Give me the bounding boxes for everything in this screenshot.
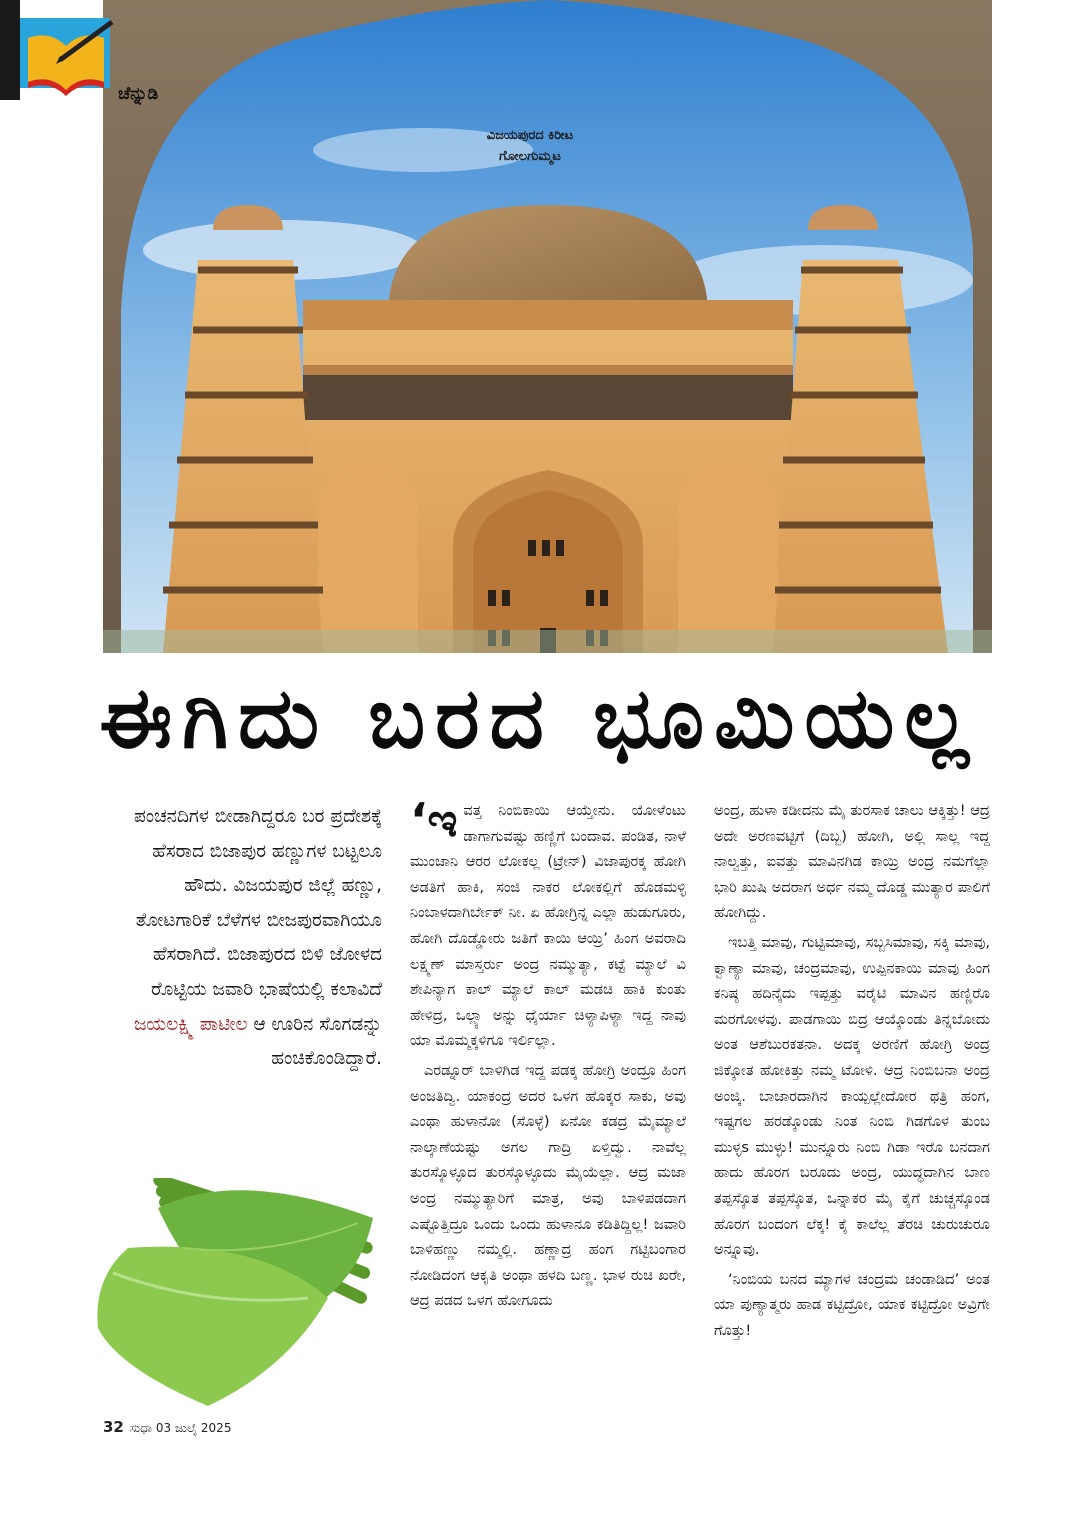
intro-text-end: ಆ ಊರಿನ ಸೊಗಡನ್ನು ಹಂಚಿಕೊಂಡಿದ್ದಾರೆ. <box>247 1013 382 1070</box>
page-number: 32 <box>103 1418 124 1436</box>
article-headline: ಈಗಿದು ಬರದ ಭೂಮಿಯಲ್ಲ <box>99 669 979 767</box>
paragraph <box>410 793 686 1054</box>
paragraph: ‘ನಿಂಬಿಯ ಬನದ ಮ್ಯಾಗಳ ಚಂದ್ರಮ ಚಂಡಾಡಿದ’ ಅಂತ ಯಾ ಪುಣ್ಯಾತ್ಮರು ಹಾಡ ಕಟ್ಟಿದ್ರೋ, ಯಾಕ ಕಟ್ಟಿದ್ರೋ ಅವ್ರಿಗೇ ಗೊತ್ತು! <box>714 1270 990 1339</box>
intro-blurb <box>112 800 382 1077</box>
publication-date: ಸುಧಾ 03 ಜುಲೈ 2025 <box>129 1421 232 1435</box>
photo-caption: ವಿಜಯಪುರದ ಕಿರೀಟ ಗೋಲಗುಮ್ಮಟ <box>486 128 574 164</box>
book-and-pen-icon <box>20 0 114 100</box>
article-column-2 <box>714 798 990 1347</box>
author-name: ಜಯಲಕ್ಷ್ಮಿ ಪಾಟೀಲ <box>133 1013 248 1035</box>
intro-text: ಪಂಚನದಿಗಳ ಬೀಡಾಗಿದ್ದರೂ ಬರ ಪ್ರದೇಶಕ್ಕೆ ಹೆಸರಾದ ಬಿಜಾಪುರ ಹಣ್ಣುಗಳ ಬಟ್ಟಲೂ ಹೌದು. ವಿಜಯಪುರ ಜಿಲ್ಲೆ ಹಣ್ಣು, ತೋಟಗಾರಿಕೆ ಬೆಳೆಗಳ ಬೀಜಪುರವಾಗಿಯೂ ಹೆಸರಾಗಿದೆ. ಬಿಜಾಪುರದ ಬಿಳಿ ಜೋಳದ ರೊಟ್ಟಿಯ ಜವಾರಿ ಭಾಷೆಯಲ್ಲಿ ಕಲಾವಿದೆ <box>133 806 382 1000</box>
left-edge-strip <box>0 0 20 100</box>
page-footer <box>103 1418 231 1436</box>
section-label: ಚೆನ್ನುಡಿ <box>118 84 159 104</box>
betel-leaves-icon <box>88 1178 390 1414</box>
paragraph: ಅಂದ್ರ, ಹುಳಾ ಕಡೀದನು ಮೈ ತುರಸಾಕ ಚಾಲು ಆಕ್ಕಿತ್ತು! ಆದ್ರ ಅದೇ ಅರಣವಟ್ಟಿಗೆ (ದಿಬ್ಬ) ಹೋಗಿ, ಅಲ್ಲಿ ಸಾಲ್ಲ ಇದ್ದ ನಾಲ್ವತ್ತು, ಐವತ್ತು ಮಾವಿನಗಿಡ ಕಾಯ್ರಿ ಅಂದ್ರ ನಮಗೆಲ್ಲಾ ಭಾರಿ ಖುಷಿ ಅದರಾಗ ಅರ್ಧ ನಮ್ಮ ದೊಡ್ಡ ಮುತ್ಯಾರ ಪಾಲಿಗೆ ಹೋಗಿದ್ದು. <box>714 802 990 922</box>
paragraph: ಇಬತ್ತಿ ಮಾವು, ಗುಟ್ಟಿಮಾವು, ಸಬ್ಬಸಿಮಾವು, ಸಕ್ಕಿ ಮಾವು, ಕ್ವಾಣ್ಯಾ ಮಾವು, ಚಂದ್ರಮಾವು, ಉಪ್ಪಿನಕಾಯಿ ಮಾವು ಹಿಂಗ ಕನಿಷ್ಠ ಹದಿನೈದು ಇಪ್ಪತ್ತು ವರೈಟಿ ಮಾವಿನ ಹಣ್ಣಿರೊ ಮರಗೋಳವು. ಪಾಡಗಾಯಿ ಬಿದ್ರ ಆಯ್ಕೊಂಡು ತಿನ್ನಬೋದು ಅಂತ ಆಶೆಬುರಕತನಾ. ಅದಕ್ಕ ಅರಣಿಗೆ ಹೋಗ್ರಿ ಅಂದ್ರ ಜಿಕ್ಕೋತ ಹೋಕಿತ್ತು ನಮ್ಮ ಟೋಳಿ. ಆದ್ರ ನಿಂಬಿಬನಾ ಅಂದ್ರ ಅಂಜ್ಕಿ. ಬಾಜಾರದಾಗಿನ ಕಾಯ್ಪಲ್ಲೇದೋರ ಥತ್ರಿ ಹಂಗ, ಇಷ್ಟಗಲ ಹರಡ್ಕೊಂಡು ನಿಂತ ನಿಂಬಿ ಗಿಡಗೊಳ ತುಂಬ ಮುಳ್ಳs ಮುಳ್ಳು! ಮುನ್ನೂರು ನಿಂಬಿ ಗಿಡಾ ಇರೊ ಬನದಾಗ ಹಾದು ಹೊರಗ ಬರೂದು ಅಂದ್ರ, ಯುದ್ಧದಾಗಿನ ಬಾಣ ತಪ್ಪಸ್ಕೊತ ತಪ್ಪಸ್ಕೊತ, ಒನ್ನಾಕರ ಮೈ ಕೈಗೆ ಚುಚ್ಚಸ್ಕೊಂಡ ಹೊರಗ ಬಂದಂಗ ಲೆಕ್ಕ! ಕೈ ಕಾಲೆಲ್ಲ ತೆರಚಿ ಚುರುಚುರೂ ಅನ್ನೂವು. <box>714 933 990 1259</box>
paragraph-text: ವತ್ತ ನಿಂಬಿಕಾಯಿ ಆಯ್ತೇನು. ಯೋಳೆಂಟು ಡಾಗಾಗುವಷ್ಟು ಹಣ್ಣಿಗೆ ಬಂದಾವ. ಪಂಡಿತ, ನಾಳೆ ಮುಂಜಾನಿ ಆರರ ಲೋಕಲ್ಲ (ಟ್ರೇನ್) ವಿಜಾಪುರಕ್ಕ ಹೋಗಿ ಅಡತಿಗೆ ಹಾಕಿ, ಸಂಜಿ ನಾಕರ ಲೋಕಲ್ಲಿಗೆ ಹೊಡಮಳ್ಳಿ ನಿಂಬಾಳದಾಗಿರ್ಬೇಕ್ ನೀ. ಏ ಹೋಗ್ರಿನ್ನ ಎಲ್ಲಾ ಹುಡುಗೂರು, ಹೋಗಿ ದೊಡ್ಡೋರು ಜತಿಗೆ ಕಾಯಿ ಆಯ್ರಿ’ ಹಿಂಗ ಅವರಾದಿ ಲಕ್ಷ್ಮಣ್ ಮಾಸ್ತರ್ರು ಅಂದ್ರ ನಮ್ಮುತ್ಯಾ, ಕಟ್ಟೆ ಮ್ಯಾಲೆ ವಿ ಶೇಪಿನ್ಯಾಗ ಕಾಲ್ ಮ್ಯಾಲೆ ಕಾಲ್ ಮಡಚಿ ಹಾಕಿ ಕುಂತು ಹೇಳಿದ್ರ, ಒಲ್ಲ್ಯಾ ಅನ್ನು ಧೈರ್ಯಾ ಚಿಳ್ಯಾಪಿಳ್ಯಾ ಇದ್ದ ನಾವು ಯಾ ಮೊಮ್ಮಕ್ಕಳಿಗೂ ಇರ್ಲಿಲ್ಲಾ. <box>410 802 686 1050</box>
hero-photo <box>103 0 992 653</box>
article-column-1 <box>410 793 686 1318</box>
gol-gumbaz-illustration <box>103 0 992 653</box>
paragraph: ಎರಡ್ನೂರ್ ಬಾಳಿಗಿಡ ಇದ್ದ ಪಡಕ್ಕ ಹೋಗ್ರಿ ಅಂದ್ರೂ ಹಿಂಗ ಅಂಜತಿದ್ವಿ. ಯಾಕಂದ್ರ ಅದರ ಒಳಗ ಹೊಕ್ಕರ ಸಾಕು, ಅವು ಎಂಥಾ ಹುಳಾನೋ (ಸೊಳ್ಳೆ) ಏನೋ ಕಡದ್ರ ಮೈಮ್ಯಾಲೆ ನಾಲ್ಕಾಣೆಯಷ್ಟು ಅಗಲ ಗಾದ್ರಿ ಏಳ್ತಿದ್ವು. ನಾವೆಲ್ಲ ತುರಸ್ಕೊಳ್ಳೂದ ತುರಸ್ಕೊಳ್ಳೂದು ಮೈಯೆಲ್ಲಾ. ಆದ್ರ ಮಜಾ ಅಂದ್ರ ನಮ್ಮುತ್ಯಾರಿಗೆ ಮಾತ್ರ, ಅವು ಬಾಳಿಪಡದಾಗ ಎಷ್ಟೊತ್ತಿದ್ರೂ ಒಂದು ಒಂದು ಹುಳಾನೂ ಕಡಿತಿದ್ದಿಲ್ಲ! ಜವಾರಿ ಬಾಳಿಹಣ್ಣು ನಮ್ಮಲ್ಲಿ. ಹಣ್ಣಾದ್ರ ಹಂಗ ಗಟ್ಟಿಬಂಗಾರ ನೋಡಿದಂಗ ಆಕೃತಿ ಅಂಥಾ ಹಳದಿ ಬಣ್ಣ. ಭಾಳ ರುಚಿ ಖರೇ, ಆದ್ರ ಪಡದ ಒಳಗ ಹೋಗೂದು <box>410 1061 686 1310</box>
drop-cap: ‘ಇ <box>410 793 458 847</box>
